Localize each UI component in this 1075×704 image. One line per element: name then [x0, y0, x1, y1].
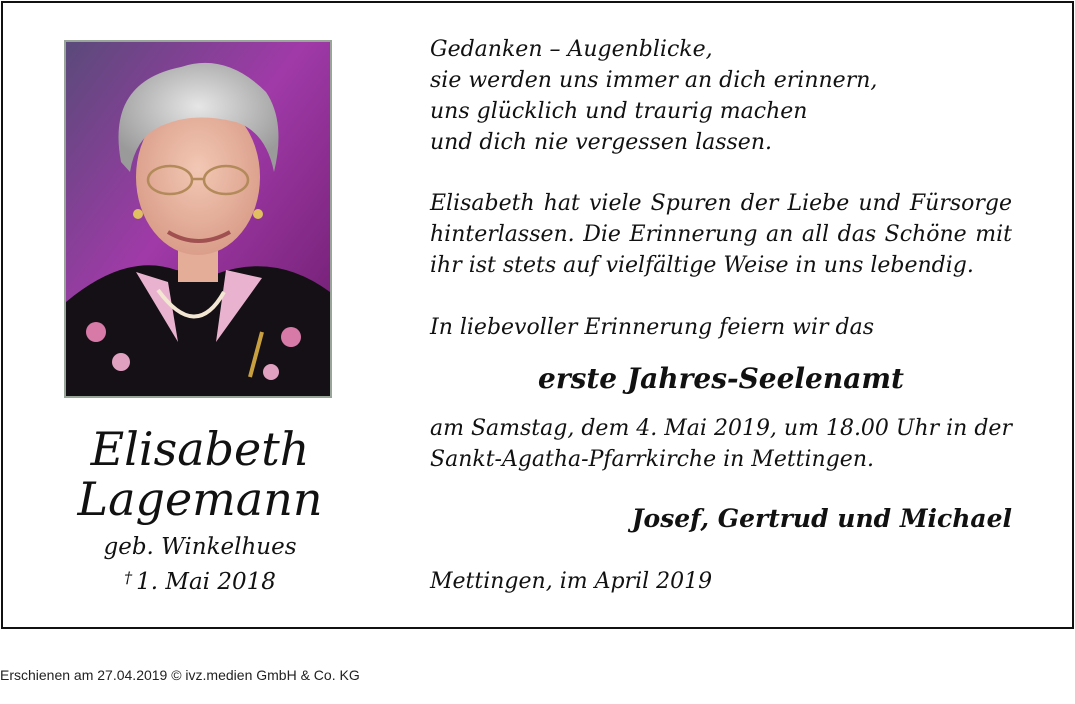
- poem-line: Gedanken – Augenblicke,: [430, 37, 713, 62]
- place-date: Mettingen, im April 2019: [430, 569, 713, 594]
- paragraph-line: Elisabeth hat viele Spuren der Liebe und Fürsorge: [430, 191, 1012, 216]
- invitation-text: In liebevoller Erinnerung feiern wir das: [430, 315, 874, 340]
- publication-footer: Erschienen am 27.04.2019 © ivz.medien GmbH & Co. KG: [0, 667, 360, 683]
- event-details: [430, 413, 1012, 475]
- birth-name: geb. Winkelhues: [103, 534, 297, 560]
- portrait-photo: [64, 40, 332, 398]
- death-date: 1. Mai 2018: [136, 569, 276, 595]
- death-date-line: [40, 568, 360, 595]
- poem-line: uns glücklich und traurig machen: [430, 99, 808, 124]
- cross-icon: †: [124, 568, 133, 587]
- memorial-paragraph: [430, 188, 1012, 281]
- paragraph-line: hinterlassen. Die Erinnerung an all das Schöne mit: [430, 222, 1012, 247]
- poem-line: und dich nie vergessen lassen.: [430, 130, 772, 155]
- event-detail-line: Sankt-Agatha-Pfarrkirche in Mettingen.: [430, 447, 874, 472]
- poem-line: sie werden uns immer an dich erinnern,: [430, 68, 878, 93]
- paragraph-line: ihr ist stets auf vielfältige Weise in uns lebendig.: [430, 253, 974, 278]
- event-detail-line: am Samstag, dem 4. Mai 2019, um 18.00 Uhr in der: [430, 416, 1012, 441]
- deceased-first-name: Elisabeth: [90, 422, 310, 476]
- deceased-last-name: Lagemann: [77, 472, 323, 526]
- event-title: erste Jahres-Seelenamt: [538, 362, 904, 395]
- poem: [430, 34, 1012, 158]
- signers: Josef, Gertrud und Michael: [631, 504, 1012, 533]
